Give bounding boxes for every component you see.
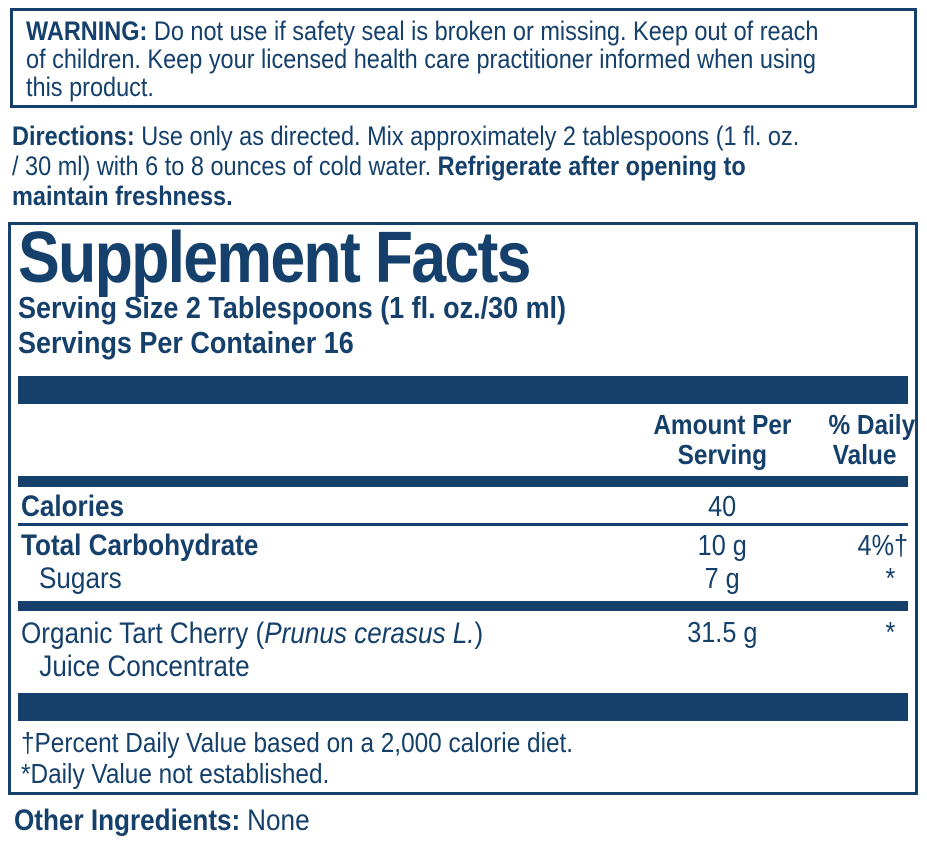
directions-line-2-regular: / 30 ml) with 6 to 8 ounces of cold water. <box>12 151 438 181</box>
nutrient-name: Sugars <box>39 562 122 595</box>
species-name: Prunus cerasus L. <box>264 617 475 650</box>
column-headers-row <box>18 409 916 470</box>
header-bar-top <box>18 376 908 404</box>
nutrient-name <box>18 617 622 683</box>
column-header-amount: Amount Per Serving <box>652 409 792 470</box>
other-ingredients <box>14 804 354 838</box>
directions-line-1 <box>12 121 799 151</box>
warning-box <box>10 8 917 108</box>
column-header-spacer <box>18 410 622 470</box>
serving-size: Serving Size 2 Tablespoons (1 fl. oz./30 ml) <box>18 290 567 325</box>
divider-bar-under-headers <box>18 476 908 487</box>
nutrient-row-total-carbohydrate <box>18 529 908 562</box>
nutrient-daily-value: * <box>885 617 895 649</box>
nutrient-row-sugars <box>18 562 908 596</box>
supplement-facts-title: Supplement Facts <box>18 218 530 298</box>
directions-label: Directions: <box>12 121 135 151</box>
supplement-facts-panel <box>8 218 918 795</box>
column-header-daily-value: % Daily Value <box>828 409 916 470</box>
footnote-percent-daily-value: †Percent Daily Value based on a 2,000 calorie diet. <box>21 727 574 758</box>
nutrient-daily-value <box>822 491 908 523</box>
directions-line-3: maintain freshness. <box>12 181 233 211</box>
nutrient-name-line-2: Juice Concentrate <box>39 650 250 683</box>
warning-label: WARNING: <box>26 16 148 46</box>
nutrient-amount: 40 <box>707 491 737 523</box>
nutrient-name: Calories <box>21 490 124 523</box>
nutrient-amount: 7 g <box>704 563 740 595</box>
other-ingredients-label: Other Ingredients: <box>14 804 241 837</box>
servings-per-container: Servings Per Container 16 <box>18 325 354 360</box>
nutrient-name-line-1: Organic Tart Cherry (Prunus cerasus L.) <box>21 617 484 650</box>
nutrient-amount: 31.5 g <box>686 617 758 649</box>
nutrient-amount: 10 g <box>697 530 747 562</box>
warning-line-1-text: Do not use if safety seal is broken or missing. Keep out of reach <box>147 16 819 46</box>
separator-line <box>18 523 908 526</box>
footer-bar <box>18 693 908 721</box>
directions-line-1-text: Use only as directed. Mix approximately 2 tablespoons (1 fl. oz. <box>134 121 800 151</box>
directions-line-2-bold: Refrigerate after opening to <box>437 151 746 181</box>
warning-line-2: of children. Keep your licensed health care practitioner informed when using <box>26 44 816 74</box>
directions-line-2 <box>12 151 799 181</box>
footnote-daily-value-not-established: *Daily Value not established. <box>21 758 330 789</box>
divider-bar-mid <box>18 601 908 611</box>
warning-line-3: this product. <box>26 72 154 102</box>
nutrient-daily-value: 4%† <box>857 530 908 562</box>
nutrient-name: Total Carbohydrate <box>21 529 259 562</box>
nutrient-row-calories <box>18 490 908 523</box>
other-ingredients-value: None <box>247 804 310 837</box>
nutrient-daily-value: * <box>885 563 895 595</box>
warning-line-1 <box>26 16 819 46</box>
directions-paragraph <box>12 121 917 211</box>
nutrient-row-tart-cherry <box>18 617 908 683</box>
